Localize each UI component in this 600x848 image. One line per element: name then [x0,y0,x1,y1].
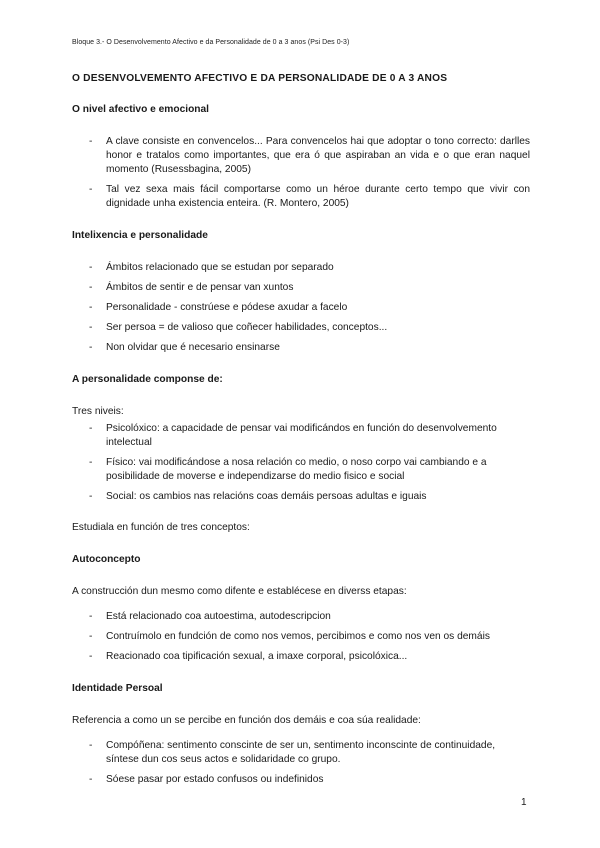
section-heading-intelixencia: Intelixencia e personalidade [72,230,208,241]
dash-bullet: - [89,322,93,333]
list-item: - Está relacionado coa autoestima, autodescripcion [89,611,331,622]
section-list-identidade [72,739,530,787]
dash-bullet: - [89,774,93,785]
list-item: - Non olvidar que é necesario ensinarse [89,342,280,353]
section-list-personalidade [72,422,530,504]
dash-bullet: - [89,457,93,468]
dash-bullet: - [89,262,93,273]
list-item: - Ser persoa = de valioso que coñecer habilidades, conceptos... [89,322,388,333]
dash-bullet: - [89,136,93,147]
list-item: - Reacionado coa tipificación sexual, a imaxe corporal, psicolóxica... [89,651,408,662]
section-outro-personalidade: Estudiala en función de tres conceptos: [72,522,250,533]
dash-bullet: - [89,282,93,293]
list-item: - Físico: vai modificándose a nosa relación co medio, o noso corpo vai cambiando e a posibilidade de moverse e independizarse do medio fisico e social [89,457,487,482]
list-item: - Ámbitos de sentir e de pensar van xuntos [89,282,294,293]
list-item: - Psicolóxico: a capacidade de pensar vai modificándos en función do desenvolvemento intelectual [89,423,497,448]
section-heading-identidade: Identidade Persoal [72,683,163,694]
section-heading-autoconcepto: Autoconcepto [72,554,141,565]
section-list-autoconcepto [72,610,530,664]
document-title: O DESENVOLVEMENTO AFECTIVO E DA PERSONALIDADE DE 0 A 3 ANOS [72,73,448,84]
section-heading-afectivo: O nivel afectivo e emocional [72,104,210,115]
dash-bullet: - [89,184,93,195]
list-item: - Tal vez sexa mais fácil comportarse como un héroe durante certo tempo que vivir con dignidade unha existencia enteira. (R. Montero, 2005) [89,184,530,209]
list-item: - Compóñena: sentimento conscinte de ser un, sentimento inconscinte de continuidade, síntese dun cos seus actos e solidaridade co grupo. [89,740,496,765]
section-list-intelixencia [72,261,530,355]
dash-bullet: - [89,631,93,642]
page-number: 1 [521,797,527,808]
section-list-afectivo [72,135,530,211]
section-intro-identidade: Referencia a como un se percibe en función dos demáis e coa súa realidade: [72,715,421,726]
dash-bullet: - [89,423,93,434]
list-item: - Sóese pasar por estado confusos ou indefinidos [89,774,324,785]
section-intro-personalidade: Tres niveis: [72,406,124,417]
dash-bullet: - [89,302,93,313]
running-header: Bloque 3.- O Desenvolvemento Afectivo e da Personalidade de 0 a 3 anos (Psi Des 0-3) [72,39,350,46]
section-heading-personalidade: A personalidade componse de: [72,374,223,385]
dash-bullet: - [89,342,93,353]
dash-bullet: - [89,651,93,662]
section-intro-autoconcepto: A construcción dun mesmo como difente e establécese en diverss etapas: [72,586,407,597]
list-item: - Social: os cambios nas relacións coas demáis persoas adultas e iguais [89,491,427,502]
dash-bullet: - [89,740,93,751]
list-item: - Personalidade - constrúese e pódese axudar a facelo [89,302,348,313]
list-item: - Ámbitos relacionado que se estudan por separado [89,262,334,273]
document-body [72,72,530,787]
list-item: - Contruímolo en fundción de como nos vemos, percibimos e como nos ven os demáis [89,631,490,642]
dash-bullet: - [89,611,93,622]
dash-bullet: - [89,491,93,502]
list-item: - A clave consiste en convencelos... Para convencelos hai que adoptar o tono correcto: darlles honor e tratalos como importantes, que era ó que aspiraban an vida e o que eran naquel momento (Rusessbagina, 2005) [89,136,530,175]
